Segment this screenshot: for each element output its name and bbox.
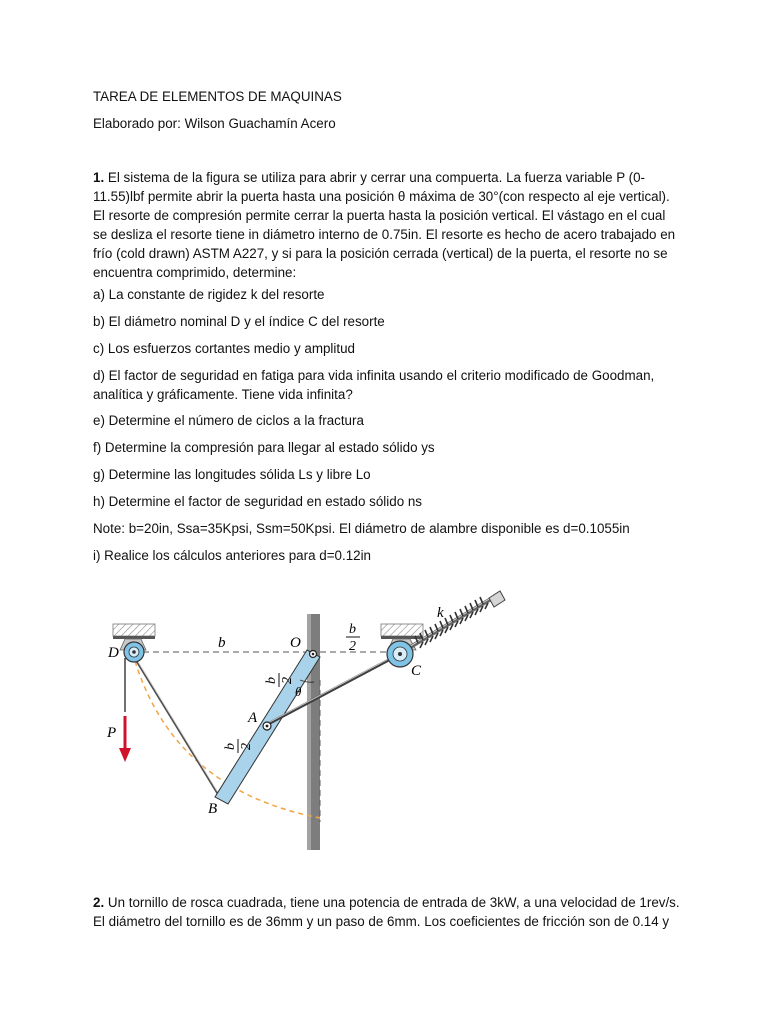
svg-text:b: b — [264, 677, 279, 684]
pulley-c — [387, 641, 413, 667]
fraction-b-half-top — [346, 622, 360, 654]
question-1-body: El sistema de la figura se utiliza para abrir y cerrar una compuerta. La fuerza variable P (0-11.55)lbf permite abrir la puerta hasta una posición θ máxima de 30°(con respecto al eje vertical). El resorte de compresión permite cerrar la puerta hasta la posición vertical. El vástago en el cual se desliza el resorte tiene in diámetro interno de 0.75in. El resorte es hecho de acero trabajado en frío (cold drawn) ASTM A227, y si para la posición cerrada (vertical) de la puerta, el resorte no se encuentra comprimido, determine: — [93, 170, 676, 280]
item-e: e) Determine el número de ciclos a la fractura — [93, 413, 364, 428]
vertical-wall — [307, 614, 320, 850]
label-c: C — [411, 663, 422, 679]
pulley-d — [124, 642, 144, 662]
item-f: f) Determine la compresión para llegar al estado sólido ys — [93, 440, 435, 455]
label-theta: θ — [295, 684, 302, 699]
label-k: k — [437, 605, 444, 621]
label-d: D — [108, 645, 119, 661]
item-i: i) Realice los cálculos anteriores para d=0.12in — [93, 548, 372, 563]
item-b: b) El diámetro nominal D y el índice C del resorte — [93, 314, 385, 329]
question-2-number: 2. — [93, 895, 105, 910]
label-b-point: B — [208, 801, 218, 817]
svg-text:b: b — [223, 743, 238, 750]
question-2-text — [93, 893, 683, 931]
cable-db-highlight — [137, 660, 222, 799]
cable-db — [136, 660, 221, 799]
fraction-b-half-lower — [223, 739, 254, 753]
svg-text:2: 2 — [280, 677, 295, 684]
item-a: a) La constante de rigidez k del resorte — [93, 287, 325, 302]
svg-text:b: b — [349, 622, 356, 637]
force-arrow-p — [119, 716, 131, 762]
author-line: Elaborado por: Wilson Guachamín Acero — [93, 116, 336, 131]
label-b-distance: b — [218, 635, 226, 651]
item-d: d) El factor de seguridad en fatiga para vida infinita usando el criterio modificado de Goodman, analítica y gráficamente. Tiene vida infinita? — [93, 368, 655, 402]
item-g: g) Determine las longitudes sólida Ls y libre Lo — [93, 467, 371, 482]
spring-end-cap — [489, 591, 505, 607]
document-title: TAREA DE ELEMENTOS DE MAQUINAS — [93, 89, 342, 104]
label-p: P — [107, 725, 117, 741]
question-2-body: Un tornillo de rosca cuadrada, tiene una potencia de entrada de 3kW, a una velocidad de 1rev/s. El diámetro del tornillo es de 36mm y un paso de 6mm. Los coeficientes de fricción son de 0.14 y — [93, 895, 680, 929]
svg-text:2: 2 — [239, 743, 254, 750]
question-1-number: 1. — [93, 170, 105, 185]
fraction-b-half-upper — [264, 673, 295, 687]
label-a: A — [248, 710, 258, 726]
note-line: Note: b=20in, Ssa=35Kpsi, Ssm=50Kpsi. El diámetro de alambre disponible es d=0.1055in — [93, 521, 630, 536]
svg-text:2: 2 — [349, 639, 356, 654]
item-h: h) Determine el factor de seguridad en estado sólido ns — [93, 494, 423, 509]
item-c: c) Los esfuerzos cortantes medio y amplitud — [93, 341, 355, 356]
label-o: O — [290, 635, 301, 651]
